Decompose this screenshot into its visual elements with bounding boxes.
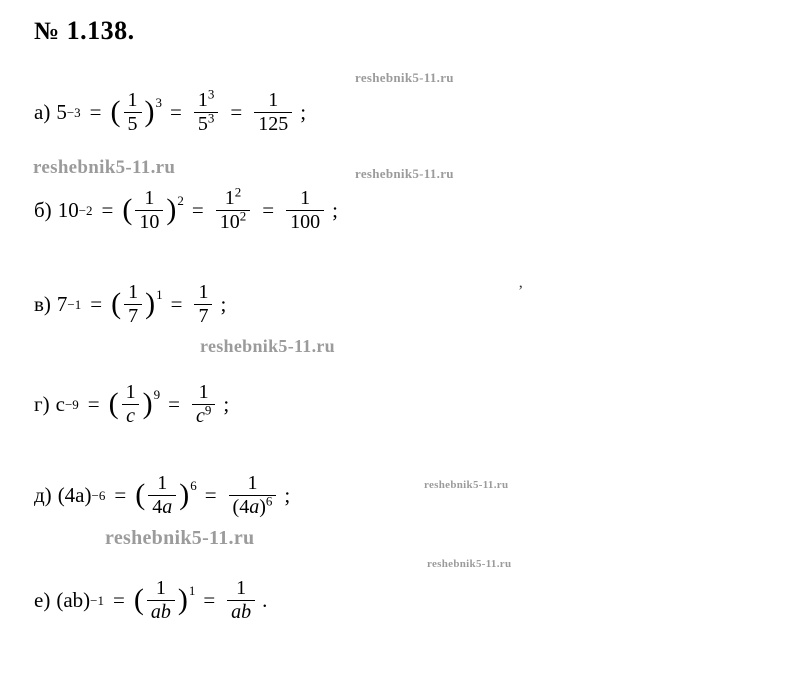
- equals-sign: =: [87, 392, 100, 416]
- denominator: 125: [254, 112, 292, 135]
- equals-sign: =: [112, 588, 125, 612]
- item-label-b: б): [34, 198, 52, 222]
- equals-sign: =: [170, 100, 182, 124]
- denominator: ab: [227, 600, 255, 623]
- fraction-e-result: [227, 578, 255, 623]
- paren-exponent-v: 1: [156, 286, 163, 302]
- numerator: 1: [157, 472, 168, 494]
- equation-row-e: е) (ab) −1 = ( $\frac{1}{ab}$ ) 1 = $\frac{1}{ab}$ .: [34, 577, 268, 623]
- numerator: 1: [127, 89, 138, 111]
- equation-row-g: г) c −9 = ( $\frac{1}{c}$ ) 9 = $\frac{1}{c^9}$ ;: [34, 381, 230, 427]
- left-paren: (: [122, 192, 133, 226]
- denominator-exponent: 2: [239, 208, 247, 224]
- terminator-a: ;: [300, 100, 307, 124]
- watermark: reshebnik5-11.ru: [424, 479, 509, 491]
- equation-row-b: б) 10 −2 = ( $\frac{1}{10}$ ) 2 = $\frac{1^2}{10^2}$ = $\frac{1}{100}$ ;: [34, 184, 338, 233]
- left-paren: (: [135, 477, 146, 511]
- item-label-v: в): [34, 292, 51, 316]
- base-d: (4a): [57, 483, 92, 507]
- terminator-v: ;: [220, 292, 227, 316]
- fraction-a-1: [124, 90, 142, 135]
- denominator: 7: [124, 304, 142, 327]
- numerator: 1: [125, 381, 136, 403]
- fraction-a-result: [254, 90, 292, 135]
- paren-exponent-d: 6: [190, 477, 197, 493]
- equals-sign: =: [203, 588, 216, 612]
- equation-row-a: а) 5 −3 = ( $\frac{1}{5}$ ) 3 = $\frac{1^3}{5^3}$ = $\frac{1}{125}$ ;: [34, 86, 307, 135]
- equals-sign: =: [170, 292, 183, 316]
- fraction-b-2: [216, 184, 251, 233]
- fraction-v-result: [194, 282, 212, 327]
- numerator: $1^3$: [197, 86, 215, 111]
- numerator: 1: [198, 281, 209, 303]
- left-paren: (: [108, 386, 119, 420]
- equals-sign: =: [90, 292, 103, 316]
- paren-exponent-e: 1: [188, 582, 196, 598]
- paren-exponent-g: 9: [153, 386, 161, 402]
- numerator: 1: [144, 187, 155, 209]
- left-paren: (: [111, 286, 122, 320]
- right-paren: ): [145, 286, 156, 320]
- base-b: 10: [57, 198, 79, 222]
- terminator-g: ;: [223, 392, 230, 416]
- numerator: 1: [236, 577, 247, 599]
- denominator: ab: [147, 600, 175, 623]
- equals-sign: =: [168, 392, 180, 416]
- watermark: reshebnik5-11.ru: [105, 527, 255, 549]
- paren-exponent-a: 3: [155, 94, 163, 110]
- equation-row-d: д) (4a) −6 = ( $\frac{1}{4a}$ ) 6 = $\frac{1}{(4a)^6}$ ;: [34, 472, 291, 518]
- denominator: 7: [194, 304, 212, 327]
- numerator-exponent: 3: [207, 86, 215, 102]
- right-paren: ): [177, 582, 188, 616]
- fraction-e-1: [147, 578, 175, 623]
- equals-sign: =: [89, 100, 102, 124]
- item-label-a: а): [34, 100, 51, 124]
- denominator-base: c: [195, 405, 205, 427]
- numerator: 1: [198, 381, 209, 403]
- number-sign: №: [34, 18, 60, 45]
- denominator: 4a: [148, 495, 176, 518]
- denominator-exponent: 6: [265, 493, 273, 509]
- right-paren: ): [142, 386, 153, 420]
- stray-mark: ’: [518, 283, 524, 300]
- right-paren: ): [144, 94, 155, 128]
- right-paren: ): [166, 192, 177, 226]
- fraction-a-2: [194, 86, 219, 135]
- fraction-v-1: [124, 282, 142, 327]
- equals-sign: =: [114, 483, 127, 507]
- right-paren: ): [179, 477, 190, 511]
- terminator-e: .: [262, 588, 268, 612]
- watermark: reshebnik5-11.ru: [355, 70, 454, 85]
- fraction-g-1: [122, 382, 140, 427]
- page-title: [34, 16, 135, 46]
- base-g: c: [55, 392, 65, 416]
- equation-row-v: в) 7 −1 = ( $\frac{1}{7}$ ) 1 = $\frac{1}{7}$ ;: [34, 281, 227, 327]
- terminator-b: ;: [332, 198, 338, 222]
- left-paren: (: [110, 94, 121, 128]
- denominator: $10^2$: [216, 210, 251, 233]
- equals-sign: =: [204, 483, 217, 507]
- numerator: 1: [128, 281, 139, 303]
- fraction-b-1: [135, 188, 163, 233]
- base-v: 7: [56, 292, 68, 316]
- numerator: 1: [300, 187, 311, 209]
- denominator-exponent: 3: [207, 110, 215, 126]
- denominator: [192, 404, 215, 427]
- denominator: 10: [135, 210, 163, 233]
- numerator: 1: [268, 89, 279, 111]
- item-label-d: д): [34, 483, 52, 507]
- numerator: 1: [247, 472, 258, 494]
- item-label-e: е): [34, 588, 51, 612]
- paren-exponent-b: 2: [177, 192, 184, 208]
- equals-sign: =: [230, 100, 243, 124]
- fraction-d-1: [148, 473, 176, 518]
- numerator: 1: [155, 577, 166, 599]
- denominator: $(4a)^6$: [229, 495, 277, 518]
- equals-sign: =: [262, 198, 275, 222]
- denominator: $5^3$: [194, 112, 219, 135]
- denominator: 100: [286, 210, 324, 233]
- equals-sign: =: [191, 198, 204, 222]
- denominator: 5: [124, 112, 142, 135]
- watermark: reshebnik5-11.ru: [200, 336, 335, 356]
- denominator-exponent: 9: [204, 402, 212, 418]
- fraction-d-result: [229, 473, 277, 518]
- watermark: reshebnik5-11.ru: [427, 558, 512, 570]
- fraction-g-result: [192, 382, 215, 427]
- watermark: reshebnik5-11.ru: [355, 166, 454, 181]
- numerator: $1^2$: [224, 184, 242, 209]
- terminator-d: ;: [284, 483, 291, 507]
- exercise-number: 1.138.: [66, 16, 135, 45]
- numerator-exponent: 2: [234, 184, 242, 200]
- left-paren: (: [133, 582, 144, 616]
- item-label-g: г): [34, 392, 50, 416]
- fraction-b-result: [286, 188, 324, 233]
- watermark: reshebnik5-11.ru: [33, 157, 176, 178]
- equals-sign: =: [101, 198, 114, 222]
- base-a: 5: [56, 100, 67, 124]
- base-e: (ab): [56, 588, 91, 612]
- denominator: c: [122, 404, 139, 427]
